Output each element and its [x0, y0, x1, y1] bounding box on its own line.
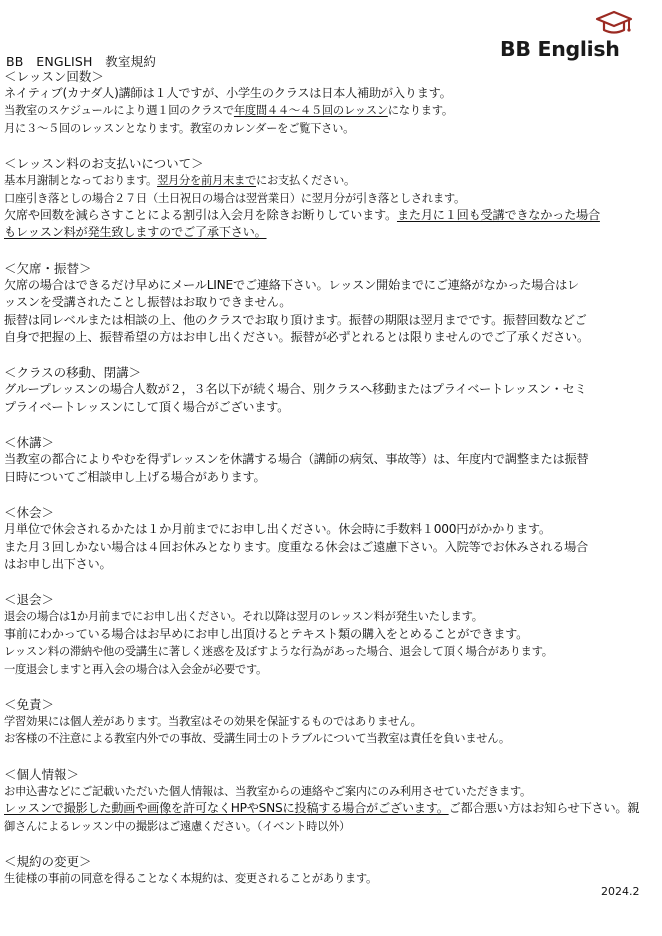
text-line: [4, 224, 658, 241]
underlined-text: また月に１回も受講できなかった場合: [396, 208, 600, 223]
section-closure: [4, 434, 658, 486]
text-line: はお申し出下さい。: [4, 556, 112, 571]
text-span: 当教室のスケジュールにより週１回のクラスで: [4, 104, 234, 118]
underlined-text: 翌月分を前月末まで: [157, 174, 257, 188]
text-line: 自身で把握の上、振替希望の方はお申し出ください。振替が必ずとれるとは限りませんのでご了承ください。: [4, 330, 589, 345]
text-line: [4, 800, 658, 817]
section-heading: ＜休会＞: [4, 505, 55, 521]
text-line: 学習効果には個人差があります。当教室はその効果を保証するものではありません。: [4, 714, 422, 728]
text-line: 当教室の都合によりやむを得ずレッスンを休講する場合（講師の病気、事故等）は、年度内で調整または振替: [4, 452, 589, 467]
text-line: [4, 172, 658, 189]
document-title: BB ENGLISH 教室規約: [6, 54, 157, 69]
section-changes: [4, 853, 658, 887]
text-line: [4, 102, 658, 119]
section-lessons: [4, 68, 658, 137]
graduation-cap-icon: [594, 10, 634, 40]
underlined-text: もレッスン料が発生致しますのでご了承下さい。: [4, 225, 267, 240]
section-privacy: [4, 766, 658, 835]
underlined-text: レッスンで撮影した動画や画像を許可なくHPやSNSに投稿する場合がございます。: [4, 801, 449, 816]
text-line: [4, 207, 658, 224]
logo-text: BB English: [500, 37, 620, 61]
revision-date: 2024.2: [601, 885, 640, 898]
text-line: 欠席の場合はできるだけ早めにメールLINEでご連絡下さい。レッスン開始までにご連絡がなかった場合はレ: [4, 277, 579, 292]
text-line: 事前にわかっている場合はお早めにお申し出頂けるとテキスト類の購入をとめることができます。: [4, 626, 529, 641]
section-payment: [4, 155, 658, 242]
section-leave: [4, 504, 658, 573]
logo: [500, 10, 640, 66]
section-withdrawal: [4, 591, 658, 678]
text-line: 振替は同レベルまたは相談の上、他のクラスでお取り頂けます。振替の期限は翌月までです。振替回数などご: [4, 312, 587, 327]
text-span: になります。: [387, 104, 453, 118]
section-heading: ＜クラスの移動、閉講＞: [4, 365, 142, 381]
text-line: 一度退会しますと再入会の場合は入会金が必要です。: [4, 662, 268, 676]
section-class-change: [4, 364, 658, 416]
section-heading: ＜個人情報＞: [4, 766, 80, 782]
section-heading: ＜レッスン料のお支払いについて＞: [4, 156, 204, 172]
text-line: ッスンを受講されたことし振替はお取りできません。: [4, 295, 292, 310]
section-heading: ＜規約の変更＞: [4, 853, 92, 869]
text-span: にお支払ください。: [256, 174, 356, 188]
section-heading: ＜欠席・振替＞: [4, 260, 92, 276]
terms-content: [4, 68, 658, 905]
text-line: 御さんによるレッスン中の撮影はご遠慮ください。（イベント時以外）: [4, 819, 351, 833]
text-line: 日時についてご相談申し上げる場合があります。: [4, 469, 266, 484]
text-line: 月単位で休会されるかたは１か月前までにお申し出ください。休会時に手数料１000円がかかります。: [4, 522, 551, 537]
text-span: ご都合悪い方はお知らせ下さい。親: [448, 801, 640, 816]
text-span: 欠席や回数を減らさすことによる割引は入会月を除きお断りしています。: [4, 208, 397, 223]
underlined-text: 年度間４４～４５回のレッスン: [233, 104, 388, 118]
text-line: 退会の場合は1か月前までにお申し出ください。それ以降は翌月のレッスン料が発生いたします。: [4, 610, 483, 624]
text-span: 基本月謝制となっております。: [4, 174, 158, 188]
section-heading: ＜免責＞: [4, 696, 55, 712]
section-heading: ＜レッスン回数＞: [4, 69, 104, 84]
text-line: 口座引き落としの場合２７日（土日祝日の場合は翌営業日）に翌月分が引き落としされます。: [4, 191, 465, 205]
section-absence: [4, 260, 658, 347]
section-heading: ＜退会＞: [4, 592, 55, 608]
text-line: ネイティブ(カナダ人)講師は１人ですが、小学生のクラスは日本人補助が入ります。: [4, 86, 452, 100]
section-heading: ＜休講＞: [4, 435, 55, 451]
section-disclaimer: [4, 696, 658, 748]
text-line: グループレッスンの場合人数が２，３名以下が続く場合、別クラスへ移動またはプライベートレッスン・セミ: [4, 382, 587, 397]
text-line: プライベートレッスンにして頂く場合がございます。: [4, 399, 290, 414]
text-line: 月に３～５回のレッスンとなります。教室のカレンダーをご覧下さい。: [4, 121, 355, 135]
text-line: 生徒様の事前の同意を得ることなく本規約は、変更されることがあります。: [4, 871, 377, 885]
text-line: お客様の不注意による教室内外での事故、受講生同士のトラブルについて当教室は責任を負いません。: [4, 732, 510, 746]
text-line: レッスン料の滞納や他の受講生に著しく迷惑を及ぼすような行為があった場合、退会して頂く場合があります。: [4, 645, 553, 659]
text-line: また月３回しかない場合は４回お休みとなります。度重なる休会はご遠慮下さい。入院等でお休みされる場合: [4, 539, 588, 554]
text-line: お申込書などにご記載いただいた個人情報は、当教室からの連絡やご案内にのみ利用させていただきます。: [4, 784, 531, 798]
